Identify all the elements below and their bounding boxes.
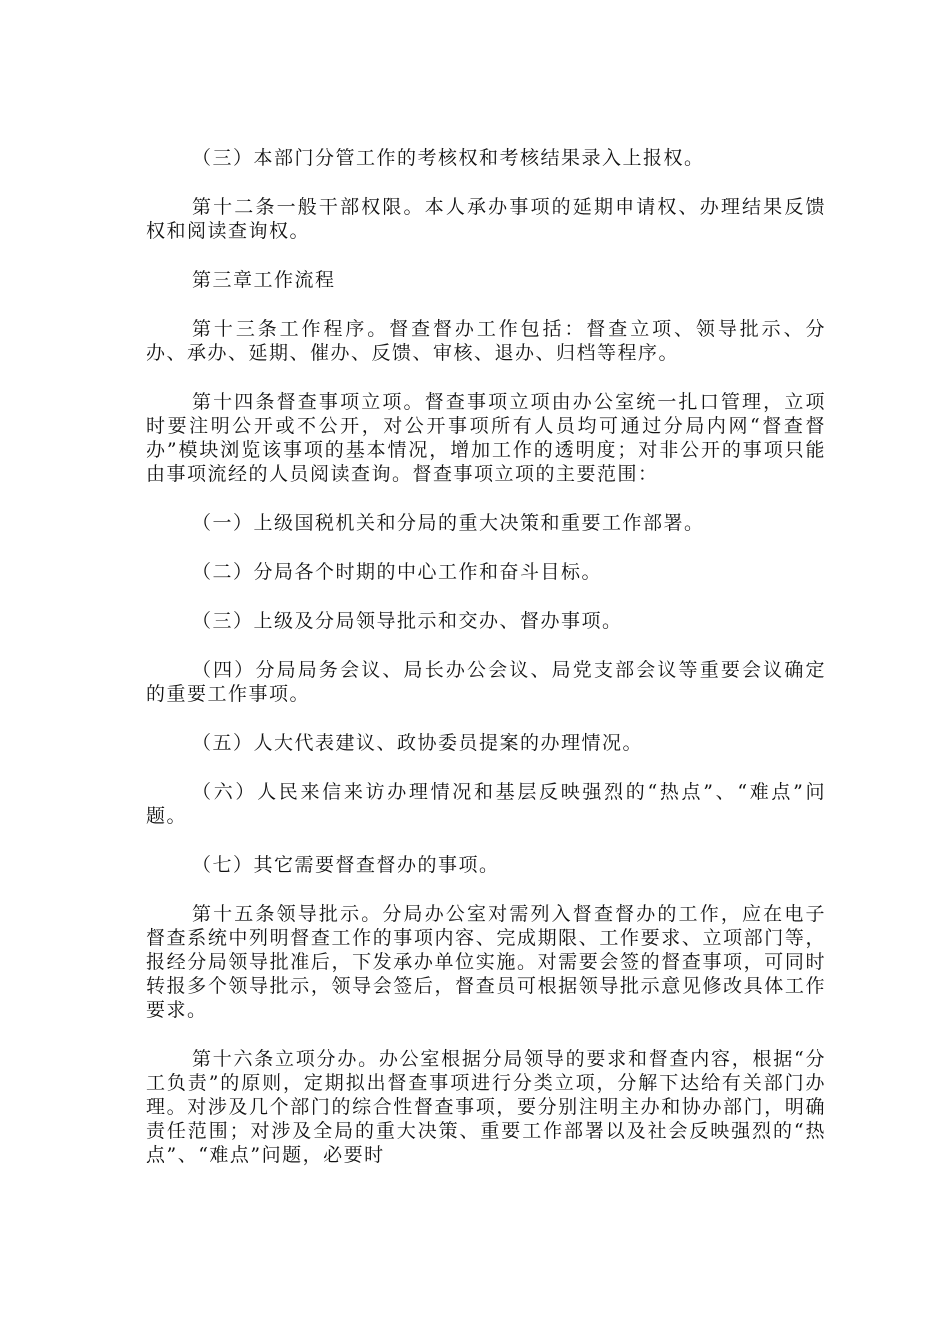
list-item-1: （一）上级国税机关和分局的重大决策和重要工作部署。	[192, 512, 705, 534]
paragraph-item-3-of-art11: （三）本部门分管工作的考核权和考核结果录入上报权。	[192, 147, 705, 169]
chapter-heading-3: 第三章工作流程	[192, 269, 336, 291]
document-body	[146, 146, 826, 1192]
list-item-7: （七）其它需要督查督办的事项。	[192, 854, 500, 876]
paragraph-article-16: 第十六条立项分办。办公室根据分局领导的要求和督查内容，根据“分工负责”的原则，定期拟出督查事项进行分类立项，分解下达给有关部门办理。对涉及几个部门的综合性督查事项，要分别注明主办和协办部门，明确责任范围；对涉及全局的重大决策、重要工作部署以及社会反映强烈的“热点”、“难点”问题，必要时	[146, 1048, 826, 1166]
list-item-2: （二）分局各个时期的中心工作和奋斗目标。	[192, 561, 603, 583]
list-item-3: （三）上级及分局领导批示和交办、督办事项。	[192, 610, 623, 632]
paragraph-article-12: 第十二条一般干部权限。本人承办事项的延期申请权、办理结果反馈权和阅读查询权。	[146, 196, 826, 242]
list-item-5: （五）人大代表建议、政协委员提案的办理情况。	[192, 732, 644, 754]
paragraph-article-14: 第十四条督查事项立项。督查事项立项由办公室统一扎口管理，立项时要注明公开或不公开，对公开事项所有人员均可通过分局内网“督查督办”模块浏览该事项的基本情况，增加工作的透明度；对非公开的事项只能由事项流经的人员阅读查询。督查事项立项的主要范围：	[146, 391, 826, 485]
paragraph-article-13: 第十三条工作程序。督查督办工作包括：督查立项、领导批示、分办、承办、延期、催办、反馈、审核、退办、归档等程序。	[146, 318, 826, 364]
list-item-6: （六）人民来信来访办理情况和基层反映强烈的“热点”、“难点”问题。	[146, 781, 826, 827]
list-item-4: （四）分局局务会议、局长办公会议、局党支部会议等重要会议确定的重要工作事项。	[146, 659, 826, 705]
paragraph-article-15: 第十五条领导批示。分局办公室对需列入督查督办的工作，应在电子督查系统中列明督查工作的事项内容、完成期限、工作要求、立项部门等，报经分局领导批准后，下发承办单位实施。对需要会签的督查事项，可同时转报多个领导批示，领导会签后，督查员可根据领导批示意见修改具体工作要求。	[146, 903, 826, 1021]
